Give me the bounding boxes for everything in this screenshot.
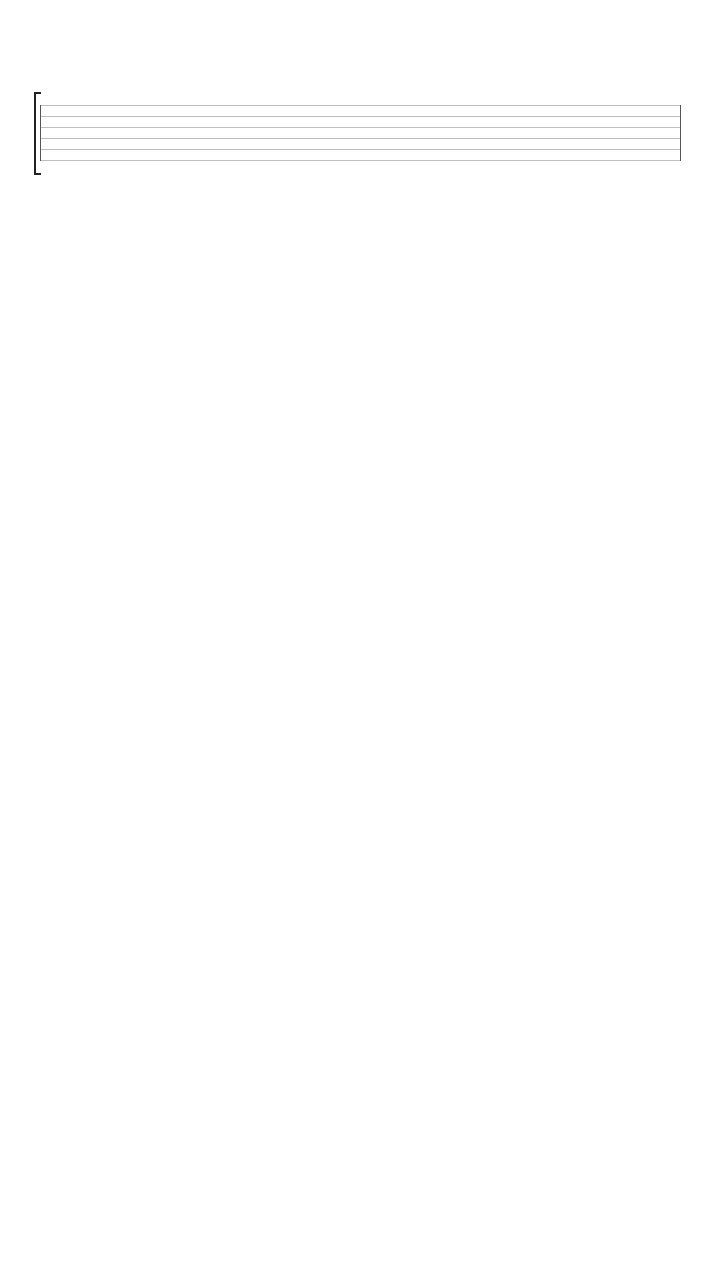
staff-line — [40, 138, 680, 139]
staff-line — [40, 127, 680, 128]
staff-line — [40, 149, 680, 150]
staff-line — [40, 116, 680, 117]
barline-start — [40, 105, 41, 161]
staff-line — [40, 160, 680, 161]
staff-line — [40, 105, 680, 106]
barline-end — [680, 105, 681, 161]
